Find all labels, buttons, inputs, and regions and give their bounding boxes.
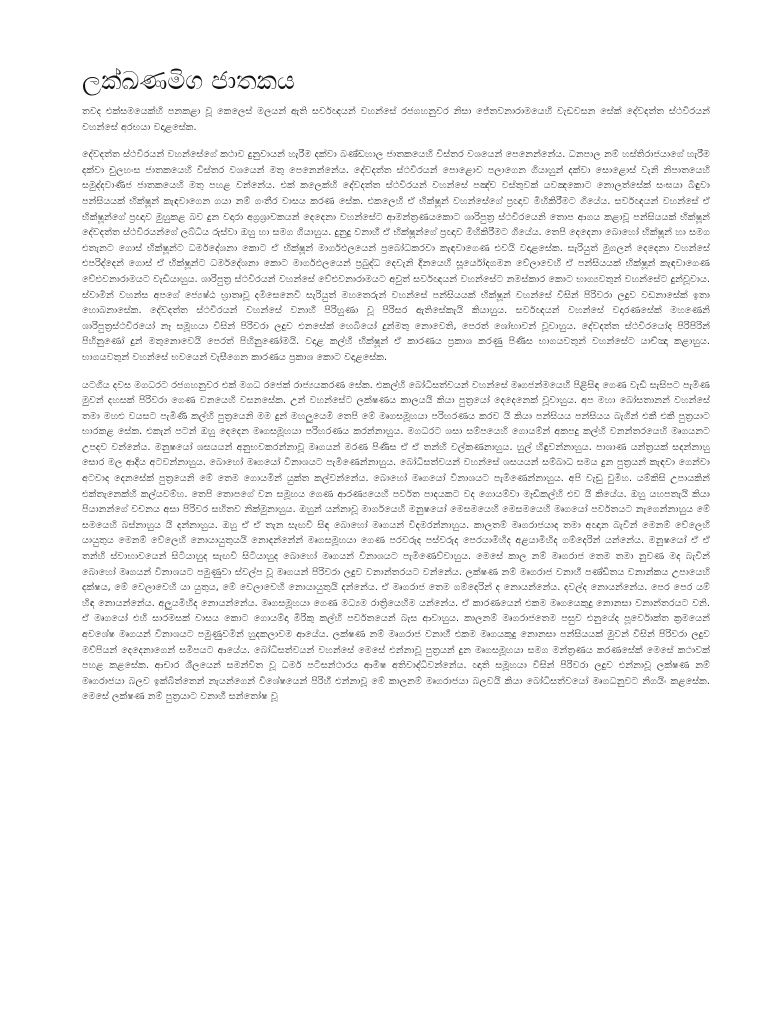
document-page: [82, 64, 710, 1004]
page-title: ලක්ඛණමිග ජාතකය: [82, 66, 295, 95]
paragraph-past-story: යටගිය දවස මගධරට රජගහනුවර එක් මගධ රජෙක් රාජ්‍යයකරණ සේක. එකල්හි බෝධිසත්වයන් වහන්සේ මෘගජන්මයෙහි පිළිසිඳ ගෙණ වැඩී සැසිපට පැමිණ මුවන් දහසක් පිරිවරා ගෙණ වනයෙහි වසනසේක. උන් වහන්සේට ලක්ෂණය කාලයයි කියා පුත්‍රයෝ දෙදෙනෙක් වූවාහුය. අප මහා බෝසතානන් වහන්සේ තමා මහළු වයසට පැමිණි කල්හි පුත්‍රයෙනි මම දුන් මහලුයෙමි තෙපි මේ මෘගසමූහයා පරිහරණය කරව යි කියා පන්සියය පන්සියය බැගින් එකී එකී පුත්‍රයාට භාරකළ සේක. එකැන් පටන් ඔහු දෙදෙන මෘගසමූහයා පරිහරණය කරන්නාහුය. මගධරට ශසා සම්පයෙහි ගොයම්න් අකපදු කල්හි වනන්තරයෙහි මෘගයනට උපදව වන්නේය. මනුෂයෝ ශසයයන් අනුභවකරන්නාවූ මෘගයන් මරණ පිණිස ඒ ඒ තන්හි වල්කණනාහුය. හුල් හිඳුවන්නාහුය. පාශාණ යන්ත්‍රයක් සදන්නාහු සොර මල ආදිය අටවන්නාහුය. බොහෝ මෘගයෝ විනාශයට පැමිණෙන්නාහුය. බෝධිසත්වයන් වහන්සේ ශසයයන් සම්බාධ සමය දුන පුත්‍රයන් කැඳවා ගෙන්වා අටවාද දෙනසේක් පුත්‍රයෙනි මේ තෙම ගොයමින් යුක්ත කල්වන්නේය. බොහෝ මෘගයෝ විනාශයට පැමිණෙන්නාහුය. අපි වැඩු වුමිහ. යම්කිසි උපායකින් එක්තැනෙක්හි කල්යවම්හ. තෙපි තොපගේ වන සමූහය ගෙණ ආරණ්‍යයෙහි පර්වත පාදයකට වද ගොයම්වා මෑඩිකල්හි එව යි කියේය. ඔහු යහපතැයි කියා පියානන්ගේ වචනය අසා පිරිවර සහිතව නික්මුනාහුය. ඔහුන් යන්නාවූ මාර්ගයෙහි මනුෂයෝ මෙසමයෙහි මෙසමයෙහි මෘගයෝ පර්වතයට නැගෙන්නාහුය මේ සමයෙහි බස්නාහුය යි දන්නාහුය. ඔහු ඒ ඒ තැන සැඟවී සිඳ බොහෝ මෘගයන් විදමරන්නාහුය. කාලතම් මෘගරාජයාද තමා අඥාන බැවින් මෙනම් වේලෙහි යායුතුය මෙනම් වේලෙහි නොයායුතුයයි නොදන්නේන් මෘගසමූහයා ගෙණ පරවරුද පස්වරුද පෙරයාමිහිද අළයාමිහිද ගම්දෙරින් යන්නේය. මනුෂයෝ ඒ ඒ තන්හි ස්වාභාවයෙන් සිටියාහුද සැඟවී සිටියාහුද බොහෝ මෘගයන් විනාශයට පැමිණෙව්වාහුය. මෙසේ කාල නම් මෘගරාජ තෙම තමා නුවණ මද බැවින් බොහෝ මෘගයන් විනාශයට පමුණුවා ස්වල්ප වූ මෘගයන් පිරිවරා ලදුව වනාන්තරයට වන්නේය. ලක්ෂණ නම් මෘගරාජ වනාහී පණ්ඩිතය වනාන්කය උපායෙහි දක්ෂය, මේ වෙලාවෙහි යා යුතුය, මේ වෙලාවෙහි නොයායුතුයි දන්නේය. ඒ මෘගරාජ තෙම ගම්දෙරින් ද නොයන්නේය. දවල්ද නොයන්නේය. පෙර පෙර යම් හිඳ නොයන්නේය. අලුයමිහිද නොයන්නේය. මෘගසමූහයා ගෙණ මධ්‍යම රාත්‍රියෙහිම යන්නේය. ඒ කාරණයෙන් එකම මෘගයෙකුදු නොනසා වනාන්තරයට වනි. ඒ මෘගයෝ එහි සාරමසක් වාසය කොට ගොයම්දා මිරිකු කල්හි පර්වතයෙන් බැස ආවාහුය. කාලනම් මෘගරාජතෙම පසුව එනුයේද පූර්වොක්ත ක්‍රමයෙන් අවශේෂ මෘගයන් විනාශයට පමුණුවමින් හුදකලාවම ආයේය. ලක්ෂණ නම් මෘගරාජ වනාහී එකම මෘගයකුදු නොනසා පන්සියයක් මුවන් විසින් පිරිවරා ලදුව මව්පියන් දෙදෙනාගෙන් සමීපයට ආයේය. බෝධිසත්වයන් වහන්සේ මෙසේ එන්නාවූ පුත්‍රයන් දුන මෘගසමූහයා සමග මන්ත්‍රණය කරණසේක් මෙසේ කථාවක් පහළ කළසේක. ආචාර ශීලයෙන් සමන්විත වූ ධර්ම පටිසන්ථාරය ආමිෂ අතිවාද්ධිවන්නේය. ඥාති සමූහයා විසින් පිරිවරා ලදුව එන්නාවූ ලක්ෂණ නම් මෘගරාජයා බලව ඉක්බිත්තෙන් නැයන්ගෙන් විශේෂයෙන් පිරිහී එන්නාවූ මේ කාලනම් මෘගරාජයා බලවයි කියා බෝධිසත්වයෝ මෘගධනුවට නිගයිං කළසේක. මෙසේ ලක්ෂණ නම් පුත්‍රයාට වනාහී සන්තෝෂ වූ: [82, 379, 710, 703]
paragraph-present-story: දේවදත්ත ස්ථවිරයන් වහන්සේගේ කථාව දුනුවායන් හැරීම දක්වා බණ්ඩහාල ජාතකයෙහි විස්තර වශයෙන් පෙනෙන්නේය. ධනපාල නම් හස්තිරාජයාගේ හැරීම දක්වා චුලහංස ජාතකයෙහි විස්තර වශයෙන් මතු පෙනෙන්නේය. දේවදත්ත ස්ථවිරයන් පොළොව පලාගෙන ගියාහුන් දක්වා සොළොස් වැනි නිපාතයෙහි සමුද්දවාණිජ ජාතකයෙහි මතු පහළ වන්නේය. එක් කලෙක්හි දේවදත්ත ස්ථවිරයන් වහන්සේ පඤ්ච වස්තුවක් යවඤකොට නොලත්සේක් සංඝයා බිඳුවා පන්සියයක් භික්ෂූන් කැඳවාගෙන ගයා නම් ගංතීර වාසය කරණ සේක. එකලෙහි ඒ භික්ෂූන් වහන්සේගේ ප්‍රඥාව මිහිකිරීමට ගියේය. සර්වඥයන් වහන්සේ ඒ භික්ෂූන්ගේ ප්‍රඥාව මුහුකළ බව දුන වදාරා අග්‍රශ්‍රාවකයන් දෙදෙනා වහන්සේට ආමන්ත්‍රණයකොට ශාරිපුත්‍ර ස්ථවිරයෙනි තොප ආගය කළාවූ පන්සියයක් භික්ෂූන් දේවදත්ත ස්ථවිරයන්ගේ ලබ්ධිය රුස්වා ඔහු හා සමග ගියාහුය. දුනුදු වනාහී ඒ භික්ෂූන්ගේ ප්‍රඥාව මිහිකිරීමට ගියේය. තෙපි දෙදෙනා බොහෝ භික්ෂූන් හා සමග එතැනට ගොස් භික්ෂූන්ට ධර්මදේශනා කොට ඒ භික්ෂූන් මාර්ගඵලයෙන් ප්‍රබෝධකරවා කැඳවාගෙණ එවයි වදාළසේක. සැරියුත් මුගලන් දෙදෙනා වහන්සේ එපරිද්දෙන් ගොස් ඒ භික්ෂූන්ට ධර්මදේශනා කොට මාර්ගඵලයෙන් ප්‍රබුද්ධ දෙවැනි දිනයෙහි සූර්යෝදගමන වේලාවෙහි ඒ පන්සියයක් භික්ෂූන් කැඳවාගෙණ වේළුවනාරාමයට වැඩියාහුය. ශාරිපුත්‍ර ස්ථවිරයන් වහන්සේ වේළුවනාරාමයට අවුත් සර්වඥයන් වහන්සේට නමස්කාර කොට භාග්‍යවතුන් වහන්සේට දුන්වූවාය. ස්වාමීන් වහන්ස අපගේ ජ්‍යෙෂ්ඨ භ්‍රාතෘවූ දමිසෙනෙවි සැරියුත් මහතෙරුන් වහන්සේ පන්සියයක් භික්ෂූන් වහන්සේ විසින් පිරිවරා ලදුව වඩනාසේක් ඉතා හොබනාසේක. දේවදත්ත ස්ථවිරයන් වහන්සේ වනාහී පිරිහුණා වූ පිරිසර ඇතිසේකැයි කියාහුය. සර්වඥයන් වහන්සේ වදාරණසේක් මහණෙනි ශාරිපුත්‍රස්ථවිරයෝ නෑ සමූහයා විසින් පිරිවරා ලදුව එනසේක් හෙබියෝ දුන්මතු නොවෙති, පෙරත් ශෝභාවන් වූවාහුය. දේවදත්ත ස්ථවිරයෝද පිරිපිරින් පිහිනුණෝ දුන් මතුනොවෙයි පෙරත් පිහිනුණෝමයි. වදාළ කල්හි භික්ෂූන් ඒ කාරණය ප්‍රකාශ කරණු පිණිස භාගයවතුන් වහන්සේට යාච්ඤා කළාහුය. භාගයවතුන් වහන්සේ භවයෙන් වැසීගෙන කාරණය ප්‍රකාශ කොට වදාළසේක.: [82, 149, 710, 363]
paragraph-intro: තවද එක්සමයෙක්හි පනකළා වූ කෙලෙස් මලයන් ඇති සර්වඥයන් වහන්සේ රජගහනුවර නිසා ජේතවනාරාමයෙහි වැඩවසන සේක් දේවදත්ත ස්ථවිරයන් වහන්සේ අරභයා වදාළසේක.: [82, 106, 710, 133]
